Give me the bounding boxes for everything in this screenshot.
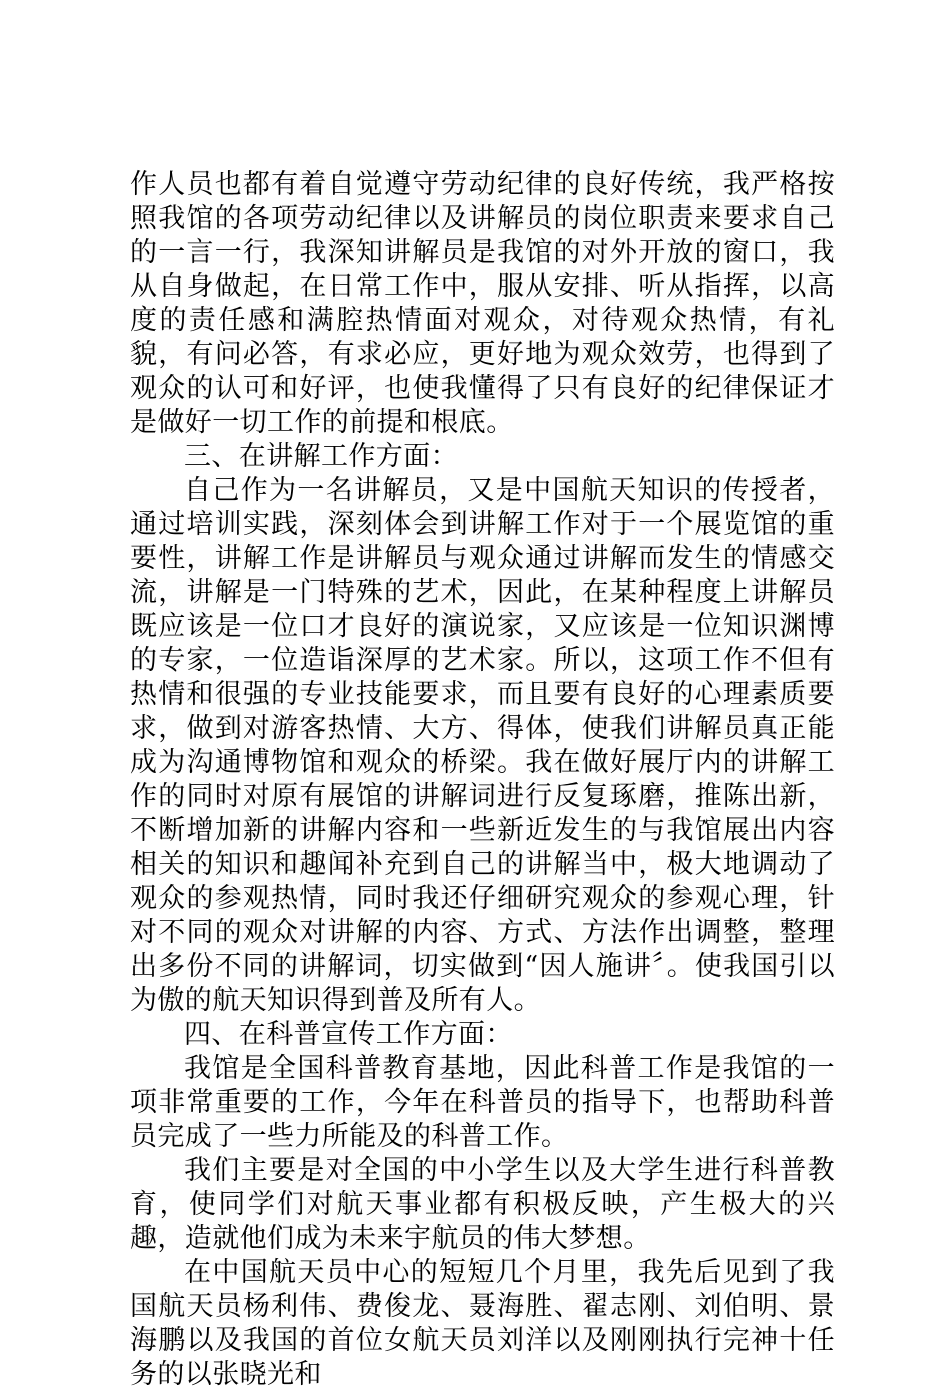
paragraph-5: 在中国航天员中心的短短几个月里，我先后见到了我国航天员杨利伟、费俊龙、聂海胜、翟志刚、刘伯明、景海鹏以及我国的首位女航天员刘洋以及刚刚执行完神十任务的以张晓光和 (130, 1257, 835, 1390)
section-heading-4: 四、在科普宣传工作方面： (184, 1019, 513, 1050)
paragraph-3: 我馆是全国科普教育基地，因此科普工作是我馆的一项非常重要的工作，今年在科普员的指导下，也帮助科普员完成了一些力所能及的科普工作。 (130, 1053, 835, 1152)
section-heading-3: 三、在讲解工作方面： (184, 441, 458, 472)
document-page (130, 168, 835, 1392)
paragraph-4: 我们主要是对全国的中小学生以及大学生进行科普教育，使同学们对航天事业都有积极反映，产生极大的兴趣，造就他们成为未来宇航员的伟大梦想。 (130, 1155, 835, 1254)
paragraph-1: 作人员也都有着自觉遵守劳动纪律的良好传统，我严格按照我馆的各项劳动纪律以及讲解员的岗位职责来要求自己的一言一行，我深知讲解员是我馆的对外开放的窗口，我从自身做起，在日常工作中，服从安排、听从指挥，以高度的责任感和满腔热情面对观众，对待观众热情，有礼貌，有问必答，有求必应，更好地为观众效劳，也得到了观众的认可和好评，也使我懂得了只有良好的纪律保证才是做好一切工作的前提和根底。 (130, 169, 835, 438)
paragraph-2: 自己作为一名讲解员，又是中国航天知识的传授者，通过培训实践，深刻体会到讲解工作对于一个展览馆的重要性，讲解工作是讲解员与观众通过讲解而发生的情感交流，讲解是一门特殊的艺术，因此，在某种程度上讲解员既应该是一位口才良好的演说家，又应该是一位知识渊博的专家，一位造诣深厚的艺术家。所以，这项工作不但有热情和很强的专业技能要求，而且要有良好的心理素质要求，做到对游客热情、大方、得体，使我们讲解员真正能成为沟通博物馆和观众的桥梁。我在做好展厅内的讲解工作的同时对原有展馆的讲解词进行反复琢磨，推陈出新，不断增加新的讲解内容和一些新近发生的与我馆展出内容相关的知识和趣闻补充到自己的讲解当中，极大地调动了观众的参观热情，同时我还仔细研究观众的参观心理，针对不同的观众对讲解的内容、方式、方法作出调整，整理出多份不同的讲解词，切实做到“因人施讲〞。使我国引以为傲的航天知识得到普及所有人。 (130, 475, 835, 1016)
